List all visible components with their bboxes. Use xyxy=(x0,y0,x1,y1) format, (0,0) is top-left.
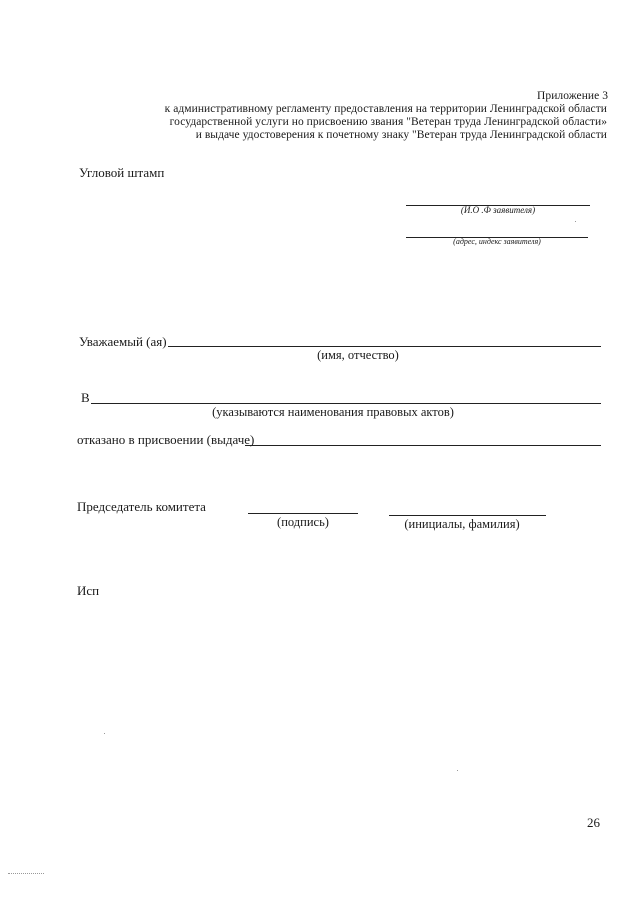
chairman-role: Председатель комитета xyxy=(77,499,206,514)
initials-line xyxy=(389,515,546,516)
greeting-caption: (имя, отчество) xyxy=(317,348,399,362)
recipient-name-caption: (И.О .Ф заявителя) xyxy=(460,205,536,215)
initials-caption: (инициалы, фамилия) xyxy=(404,517,520,531)
signature-caption: (подпись) xyxy=(277,515,329,529)
scan-speck xyxy=(457,770,458,771)
scan-speck xyxy=(104,733,105,734)
legal-caption: (указываются наименования правовых актов) xyxy=(212,405,454,419)
appendix-title: Приложение 3 xyxy=(537,90,608,102)
executor-label: Исп xyxy=(77,583,100,598)
page-number: 26 xyxy=(587,815,600,830)
appendix-line-1: к административному регламенту предоставления на территории Ленинградской области xyxy=(164,103,607,115)
legal-fill-line xyxy=(91,403,601,404)
greeting-fill-line xyxy=(168,346,601,347)
scan-artifact-mark xyxy=(8,873,44,874)
appendix-line-2: государственной услуги но присвоению звания "Ветеран труда Ленинградской области» xyxy=(169,116,607,128)
corner-stamp-label: Угловой штамп xyxy=(79,165,165,180)
refusal-fill-line xyxy=(245,445,601,446)
appendix-line-3: и выдаче удостоверения к почетному знаку "Ветеран труда Ленинградской области xyxy=(195,129,607,141)
recipient-address-caption: (адрес, индекс заявителя) xyxy=(453,237,541,246)
refusal-label: отказано в присвоении (выдаче) xyxy=(77,432,255,447)
scan-speck xyxy=(575,221,576,222)
signature-line xyxy=(248,513,358,514)
greeting-label: Уважаемый (ая) xyxy=(79,334,167,349)
legal-label: В xyxy=(81,390,90,405)
